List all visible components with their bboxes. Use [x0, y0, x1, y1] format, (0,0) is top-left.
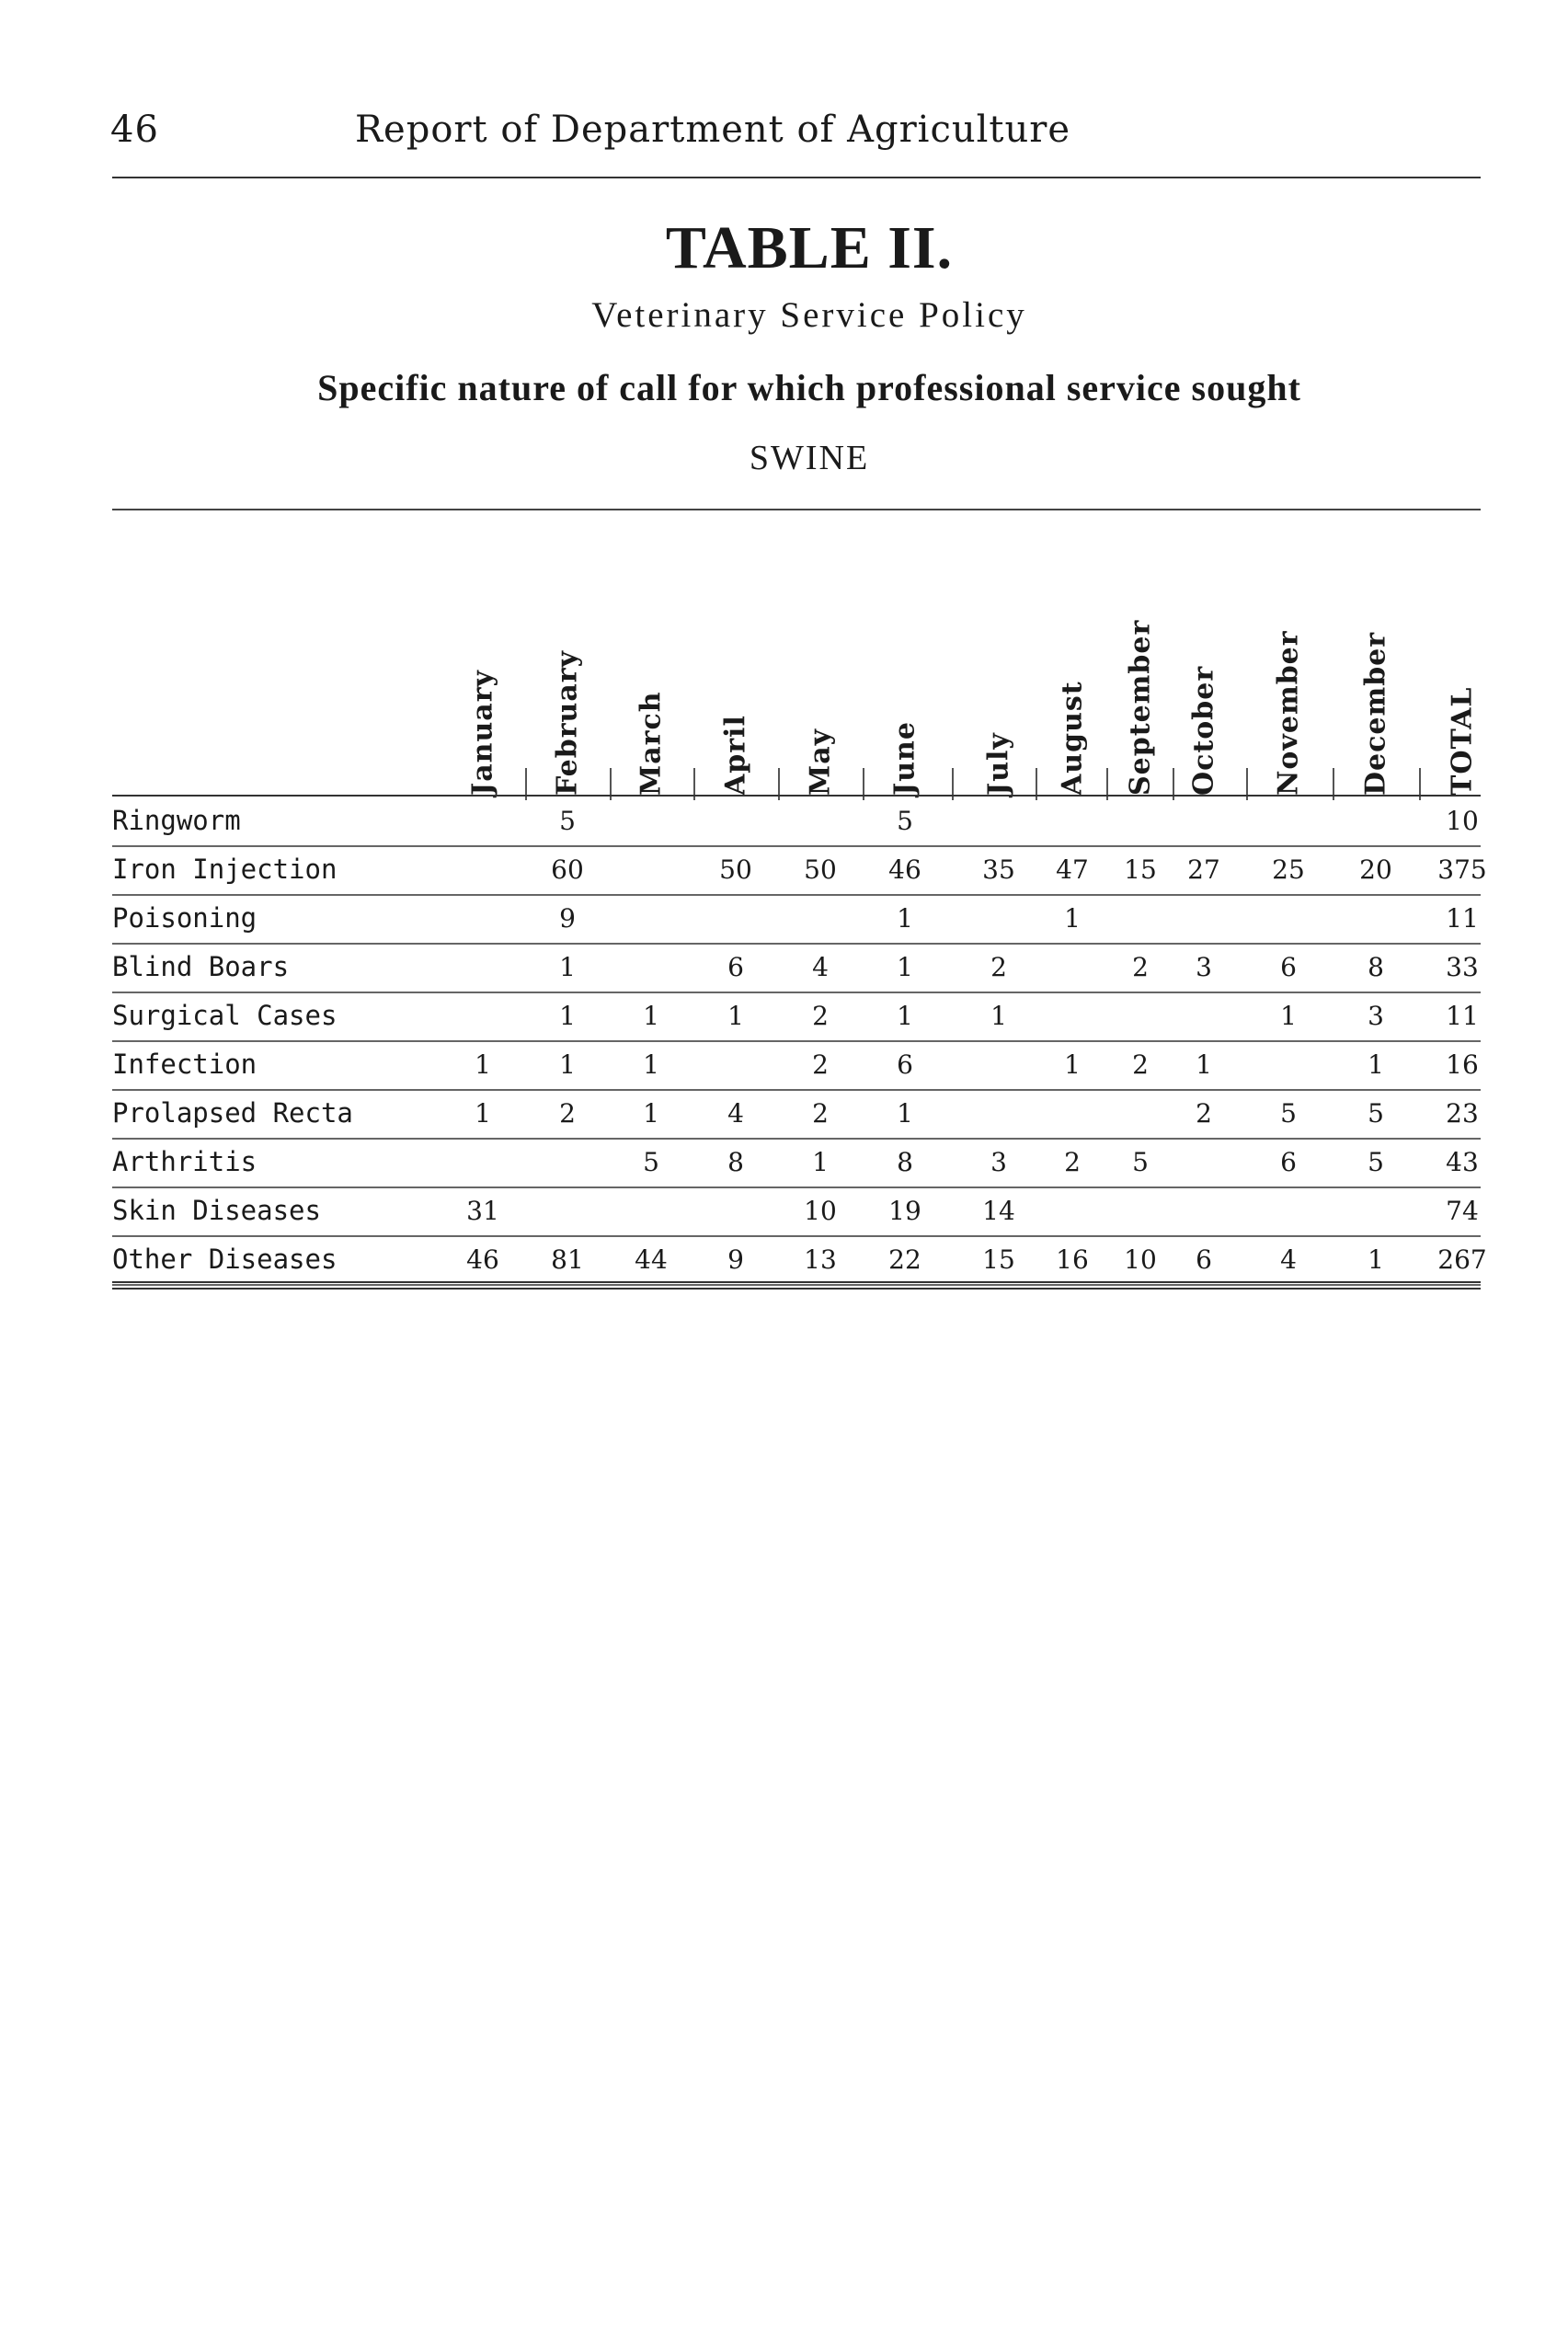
table-cell: 8: [1368, 952, 1384, 982]
table-row: [112, 797, 1481, 847]
table-cell: 14: [982, 1196, 1015, 1226]
row-label: Skin Diseases: [112, 1195, 321, 1226]
column-header-may: [793, 543, 848, 796]
table-cell: 3: [990, 1147, 1007, 1177]
table-cell: 15: [982, 1244, 1015, 1275]
row-total-cell: 33: [1446, 952, 1479, 982]
row-label: Poisoning: [112, 902, 258, 934]
table-title: TABLE II.: [665, 214, 954, 281]
table-cell: 46: [888, 854, 921, 885]
column-header-october: [1176, 543, 1231, 796]
column-header-label: October: [1187, 665, 1220, 796]
table-cell: 2: [812, 1049, 829, 1080]
table-cell: 9: [559, 903, 576, 934]
table-cell: 1: [559, 952, 576, 982]
table-description: Specific nature of call for which professional service sought: [317, 367, 1301, 408]
table-cell: 6: [727, 952, 744, 982]
column-header-september: [1113, 543, 1168, 796]
table-cell: 1: [897, 1098, 913, 1129]
table-bottom-divider: [112, 1281, 1481, 1283]
table-row: [112, 1089, 1481, 1140]
row-total-cell: 267: [1437, 1244, 1487, 1275]
table-cell: 8: [897, 1147, 913, 1177]
row-total-cell: 11: [1446, 1001, 1479, 1031]
table-cell: 1: [559, 1049, 576, 1080]
column-header-label: December: [1359, 631, 1392, 796]
table-cell: 2: [812, 1098, 829, 1129]
table-bottom-divider-double: [112, 1288, 1481, 1290]
table-cell: 1: [1064, 903, 1081, 934]
table-cell: 1: [897, 1001, 913, 1031]
table-cell: 5: [643, 1147, 659, 1177]
row-label: Surgical Cases: [112, 1000, 338, 1031]
table-row: [112, 1138, 1481, 1188]
table-cell: 1: [475, 1098, 491, 1129]
table-cell: 16: [1056, 1244, 1089, 1275]
row-total-cell: 10: [1446, 806, 1479, 836]
table-cell: 5: [559, 806, 576, 836]
table-cell: 1: [1368, 1244, 1384, 1275]
table-cell: 13: [804, 1244, 837, 1275]
table-row: [112, 943, 1481, 993]
table-category: SWINE: [749, 439, 870, 477]
table-cell: 6: [1196, 1244, 1212, 1275]
column-header-april: [708, 543, 763, 796]
row-label: Infection: [112, 1049, 258, 1080]
table-cell: 1: [812, 1147, 829, 1177]
table-cell: 3: [1368, 1001, 1384, 1031]
column-header-label: June: [888, 721, 921, 796]
table-row: [112, 845, 1487, 896]
column-header-january: [455, 543, 510, 796]
table-cell: 8: [727, 1147, 744, 1177]
table-cell: 1: [1280, 1001, 1297, 1031]
table-cell: 1: [643, 1098, 659, 1129]
table-cell: 2: [559, 1098, 576, 1129]
column-header-label: September: [1124, 619, 1157, 796]
table-cell: 1: [475, 1049, 491, 1080]
column-header-label: August: [1056, 681, 1089, 796]
table-subtitle: Veterinary Service Policy: [591, 295, 1027, 335]
table-cell: 6: [897, 1049, 913, 1080]
table-cell: 9: [727, 1244, 744, 1275]
column-header-label: TOTAL: [1446, 686, 1479, 796]
table-cell: 3: [1196, 952, 1212, 982]
table-cell: 6: [1280, 952, 1297, 982]
table-row: [112, 1040, 1481, 1091]
table-cell: 1: [643, 1049, 659, 1080]
table-cell: 2: [1132, 952, 1149, 982]
table-cell: 4: [812, 952, 829, 982]
row-total-cell: 43: [1446, 1147, 1479, 1177]
column-header-february: [540, 543, 595, 796]
table-cell: 1: [1064, 1049, 1081, 1080]
table-cell: 1: [643, 1001, 659, 1031]
table-cell: 5: [1368, 1098, 1384, 1129]
page-header: [110, 109, 1471, 167]
row-total-cell: 16: [1446, 1049, 1479, 1080]
row-label: Other Diseases: [112, 1244, 338, 1275]
column-header-june: [877, 543, 933, 796]
table-cell: 10: [804, 1196, 837, 1226]
column-header-label: November: [1272, 630, 1305, 796]
table-cell: 60: [551, 854, 584, 885]
table-cell: 1: [897, 903, 913, 934]
running-title: Report of Department of Agriculture: [354, 109, 1071, 151]
table-cell: 1: [559, 1001, 576, 1031]
row-total-cell: 74: [1446, 1196, 1479, 1226]
column-header-december: [1348, 543, 1403, 796]
table-row: [112, 894, 1481, 945]
table-cell: 5: [1280, 1098, 1297, 1129]
table-cell: 44: [635, 1244, 668, 1275]
table-cell: 27: [1187, 854, 1220, 885]
table-cell: 2: [812, 1001, 829, 1031]
column-header-total: [1435, 543, 1490, 796]
row-label: Prolapsed Recta: [112, 1097, 353, 1129]
column-header-label: July: [982, 732, 1015, 796]
table-cell: 5: [1132, 1147, 1149, 1177]
table-cell: 35: [982, 854, 1015, 885]
table-top-divider: [112, 509, 1481, 510]
row-total-cell: 23: [1446, 1098, 1479, 1129]
table-header-divider: [112, 795, 1481, 797]
table-cell: 50: [719, 854, 752, 885]
column-header-november: [1261, 543, 1316, 796]
table-cell: 5: [897, 806, 913, 836]
table-cell: 4: [727, 1098, 744, 1129]
table-cell: 46: [466, 1244, 499, 1275]
column-header-july: [971, 543, 1026, 796]
table-cell: 1: [1368, 1049, 1384, 1080]
row-label: Ringworm: [112, 805, 241, 836]
table-cell: 5: [1368, 1147, 1384, 1177]
page-number: 46: [110, 109, 159, 151]
table-row: [112, 1235, 1487, 1286]
row-total-cell: 375: [1437, 854, 1487, 885]
table-cell: 15: [1124, 854, 1157, 885]
table-cell: 2: [1064, 1147, 1081, 1177]
table-cell: 1: [897, 952, 913, 982]
table-cell: 81: [551, 1244, 584, 1275]
table-cell: 31: [466, 1196, 499, 1226]
table-cell: 6: [1280, 1147, 1297, 1177]
table-cell: 22: [888, 1244, 921, 1275]
table-cell: 2: [1132, 1049, 1149, 1080]
row-label: Iron Injection: [112, 854, 338, 885]
table-cell: 1: [1196, 1049, 1212, 1080]
table-row: [112, 992, 1481, 1042]
table-cell: 19: [888, 1196, 921, 1226]
table-cell: 2: [1196, 1098, 1212, 1129]
column-header-august: [1045, 543, 1100, 796]
row-total-cell: 11: [1446, 903, 1479, 934]
table-cell: 47: [1056, 854, 1089, 885]
header-divider: [112, 177, 1481, 178]
column-header-label: March: [635, 691, 668, 796]
table-cell: 1: [727, 1001, 744, 1031]
column-header-march: [624, 543, 679, 796]
column-header-label: January: [466, 670, 499, 796]
table-row: [112, 1186, 1481, 1237]
row-label: Arthritis: [112, 1146, 258, 1177]
row-label: Blind Boars: [112, 951, 290, 982]
column-header-label: May: [804, 728, 837, 796]
table-cell: 25: [1272, 854, 1305, 885]
table-cell: 4: [1280, 1244, 1297, 1275]
table-cell: 20: [1359, 854, 1392, 885]
table-cell: 50: [804, 854, 837, 885]
column-header-label: February: [551, 649, 584, 796]
table-cell: 10: [1124, 1244, 1157, 1275]
table-cell: 1: [990, 1001, 1007, 1031]
table-cell: 2: [990, 952, 1007, 982]
column-header-label: April: [719, 715, 752, 796]
